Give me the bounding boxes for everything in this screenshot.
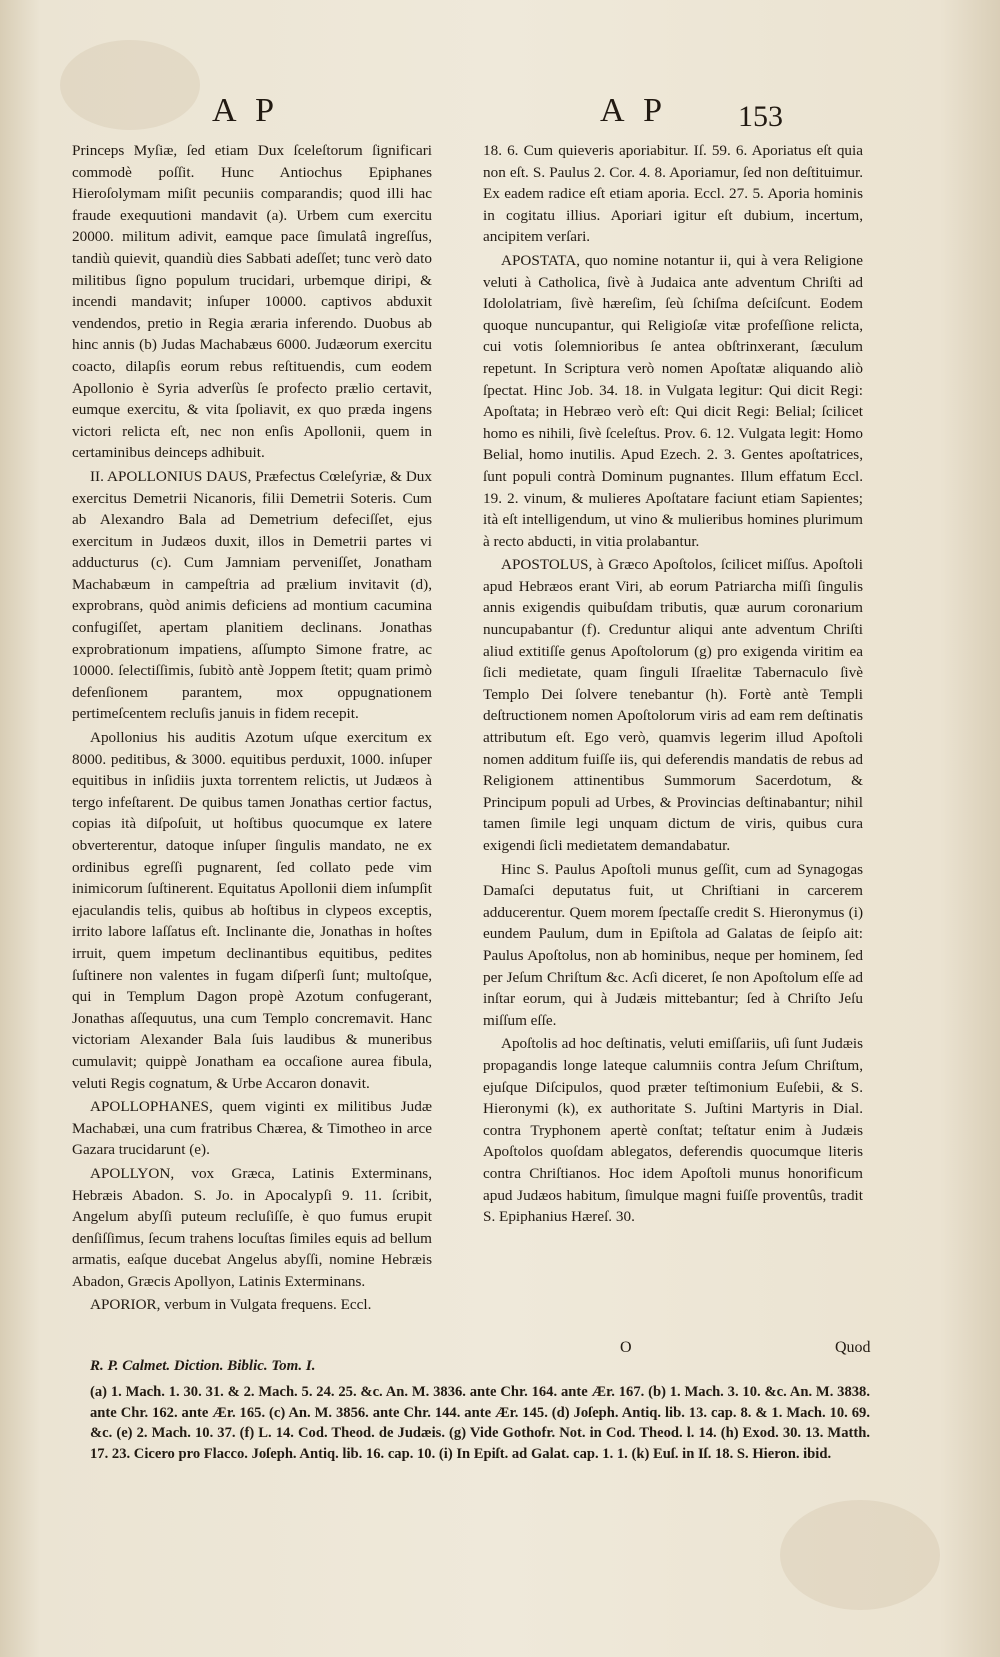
catchword: Quod [835,1339,871,1356]
paper-stain [780,1500,940,1610]
paragraph: APOLLYON, vox Græca, Latinis Exterminans, Hebræis Abadon. S. Jo. in Apocalypſi 9. 11. ſcribit, Angelum abyſſi puteum recluſiſſe, è quo fumus erupit denſiſſimus, ſecum trahens locuſtas ſimiles equis ad bellum armatis, eaſque ducebat Angelus abyſſi, nomine Hebræis Abadon, Græcis Apollyon, Latinis Exterminans. [72,1164,432,1290]
paragraph: APOLLOPHANES, quem viginti ex militibus Judæ Machabæi, una cum fratribus Chærea, & Timotheo in arce Gazara trucidarunt (e). [72,1098,432,1159]
running-head-left: A P [212,92,281,129]
paragraph: Princeps Myſiæ, ſed etiam Dux ſceleſtorum ſignificari commodè poſſit. Hunc Antiochus Epiphanes Hieroſolymam miſit pecuniis comparandis; quod illi hac fraude exequutioni mandavit (a). Urbem cum exercitu 20000. militum adivit, eamque pace ſimulatâ ingreſſus, tandiù quievit, quandiù dies Sabbati adeſſet; tunc verò dato militibus ſigno populum trucidari, urbemque diripi, & incendi mandavit; inſuper 10000. captivos abduxit vendendos, pretio in Regia ærariа inferendo. Duobus ab hinc annis (b) Judas Machabæus 6000. Judæorum exercitu coacto, dilapſis eorum rebus reſtituendis, cum eodem Apollonio è Syria adverſùs ſe profecto prælio certavit, eumque exercitu, & vita ſpoliavit, ex quo præda ingens victori relicta eſt, nec non enſis Apollonii, quem in certaminibus deinceps adhibuit. [72,142,432,462]
paragraph: II. APOLLONIUS DAUS, Præfectus Cœleſyriæ, & Dux exercitus Demetrii Nicanoris, filii Demetrii Soteris. Cum ab Alexandro Bala ad Demetrium defeciſſet, ejus exercitum in Judæos duxit, illos in Demetrii partes vi adducturus (c). Cum Jamniam perveniſſet, Jonatham Machabæum in campeſtria ad prælium invitavit (d), exprobrans, quòd animis deficiens ad montium cacumina confugiſſet, apertam planitiem declinans. Jonathas exprobrationum impatiens, aſſumpto Simone fratre, ac 10000. ſelectiſſimis, ſubitò antè Joppem ſtetit; quam primò defenſionem parantem, mox oppugnationem pertimeſcentem recluſis januis in fidem recepit. [72,467,432,723]
page-number: 153 [738,100,783,133]
paragraph: APOSTOLUS, à Græco Apoſtolos, ſcilicet miſſus. Apoſtoli apud Hebræos erant Viri, ab eorum Patriarcha miſſi ſingulis annis exigendis quibuſdam tributis, quæ aurum coronarium nuncupabantur (f). Creduntur aliqui ante adventum Chriſti aliud extitiſſe genus Apoſtolorum (g) pro exigenda viritim ea ſicli medietate, quam ſinguli Iſraelitæ Tabernaculo ſivè Templo Dei ſolvere tenebantur (h). Fortè antè Templi deſtructionem nomen Apoſtolorum viris ad eam rem deſtinatis attributum eſt. Ego verò, quamvis legerim illud Apoſtoli nomen additum fuiſſe iis, qui deferendis mandatis de rebus ad Religionem attinentibus Summorum Sacerdotum, & Principum populi ad Urbes, & Provincias deſtinabantur; nihil tamen ſimile legi unquam dictum de viris, quibus cura exigendi ſicli medietatem demandabatur. [483,556,863,854]
paper-stain [60,40,200,130]
paragraph: Apoſtolis ad hoc deſtinatis, veluti emiſſariis, uſi ſunt Judæis propagandis longe lateque calumniis contra Jeſum Chriſtum, ejuſque Diſcipulos, quod præter teſtimonium Euſebii, & S. Hieronymi (k), ex authoritate S. Juſtini Martyris in Dial. contra Tryphonem apertè conſtat; teſtatur enim à Judæis Apoſtolos quoſdam ablegatos, deferendis quocumque literis contra Chriſtianos. Hoc idem Apoſtoli munus honorificum apud Judæos habitum, ſimulque magni fuiſſe proventûs, tradit S. Epiphanius Hæreſ. 30. [483,1035,863,1226]
paragraph: 18. 6. Cum quieveris aporiabitur. Iſ. 59. 6. Aporiatus eſt quia non eſt. S. Paulus 2. Cor. 4. 8. Aporiamur, ſed non deſtituimur. Ex eadem radice eſt etiam aporia. Eccl. 27. 5. Aporia hominis in cogitatu illius. Aporiari igitur eſt dubium, incertum, ancipitem verſari. [483,142,863,246]
footnotes: (a) 1. Mach. 1. 30. 31. & 2. Mach. 5. 24. 25. &c. An. M. 3836. ante Chr. 164. ante Ær. 167. (b) 1. Mach. 3. 10. &c. An. M. 3838. ante Chr. 162. ante Ær. 165. (c) An. M. 3856. ante Chr. 144. ante Ær. 145. (d) Joſeph. Antiq. lib. 13. cap. 8. & 1. Mach. 10. 69. &c. (e) 2. Mach. 10. 37. (f) L. 14. Cod. Theod. de Judæis. (g) Vide Gothofr. Not. in Cod. Theod. l. 14. (h) Exod. 30. 13. Matth. 17. 23. Cicero pro Flacco. Joſeph. Antiq. lib. 16. cap. 10. (i) In Epiſt. ad Galat. cap. 1. 1. (k) Euſ. in Iſ. 18. S. Hieron. ibid. [90,1384,870,1462]
paragraph: Apollonius his auditis Azotum uſque exercitum ex 8000. peditibus, & 3000. equitibus perduxit, 1000. inſuper equitibus in inſidiis juxta torrentem relictis, ut Judæos à tergo infeſtarent. De quibus tamen Jonathas certior factus, copias ità diſpoſuit, ut hoſtibus quocumque ex latere obverterentur, datoque inſuper ſingulis mandato, ne ex ordinibus egreſſi pugnarent, ſed collato pede vim inimicorum ſuſtinerent. Equitatus Apollonii diem inſumpſit ejaculandis telis, quibus ab hoſtibus in clypeos exceptis, irrito labore laſſatus eſt. Inclinante die, Jonathas in hoſtes irruit, quem impetum declinantibus equitibus, pedites ſuſtinere non valentes in fugam diſperſi ſunt; multoſque, qui in Templum Dagon propè Azotum confugerant, Jonathas aſſequutus, una cum Templo concremavit. Hanc victoriam Alexander Bala ſuis laudibus & muneribus cumulavit; quippè Jonatham ea occaſione aurea fibula, veluti Regis cognatum, & Urbe Accaron donavit. [72,729,432,1092]
paragraph: Hinc S. Paulus Apoſtoli munus geſſit, cum ad Synagogas Damaſci deputatus fuit, ut Chriſtiani in carcerem adducerentur. Quem morem ſpectaſſe credit S. Hieronymus (i) eundem Paulum, dum in Epiſtola ad Galatas de ſeipſo ait: Paulus Apoſtolus, non ab hominibus, neque per hominem, ſed per Jeſum Chriſtum &c. Acſi diceret, ſe non Apoſtolum eſſe ad inſtar eorum, qui à Judæis mittebantur; ſed à Chriſto Jeſu miſſum eſſe. [483,860,863,1029]
author-line: R. P. Calmet. Diction. Biblic. Tom. I. [90,1358,316,1374]
paragraph: APOSTATA, quo nomine notantur ii, qui à vera Religione veluti à Catholica, ſivè à Judaica ante adventum Chriſti ad Idololatriam, ſivè hæreſim, ſeù ſchiſma deſciſcunt. Eodem quoque nuncupantur, qui Religioſæ vitæ profeſſione relicta, cui votis ſolemnioribus ſe antea obſtrinxerant, ſæculum repetunt. In Scriptura verò nomen Apoſtatæ aliquando aliò ſpectat. Hinc Job. 34. 18. in Vulgata legitur: Qui dicit Regi: Apoſtata; in Hebræo verò eſt: Qui dicit Regi: Belial; ſcilicet homo es nihili, ſivè ſceleſtus. Prov. 6. 12. Vulgata legit: Homo Belial, homo inutilis. Apud Ezech. 2. 3. Gentes apoſtatrices, ſunt populi contrà Dominum pugnantes. Illum effatum Eccl. 19. 2. vinum, & mulieres Apoſtatare faciunt etiam Sapientes; ità eſt intelligendum, ut vino & mulieribus homines plurimum à recto abducti, in vitia prolabantur. [483,251,863,550]
left-column [72,140,432,1318]
paragraph: APORIOR, verbum in Vulgata frequens. Eccl. [90,1296,372,1314]
running-head-right: A P [600,92,669,129]
signature-mark: O [620,1339,632,1356]
right-column [483,140,863,1230]
